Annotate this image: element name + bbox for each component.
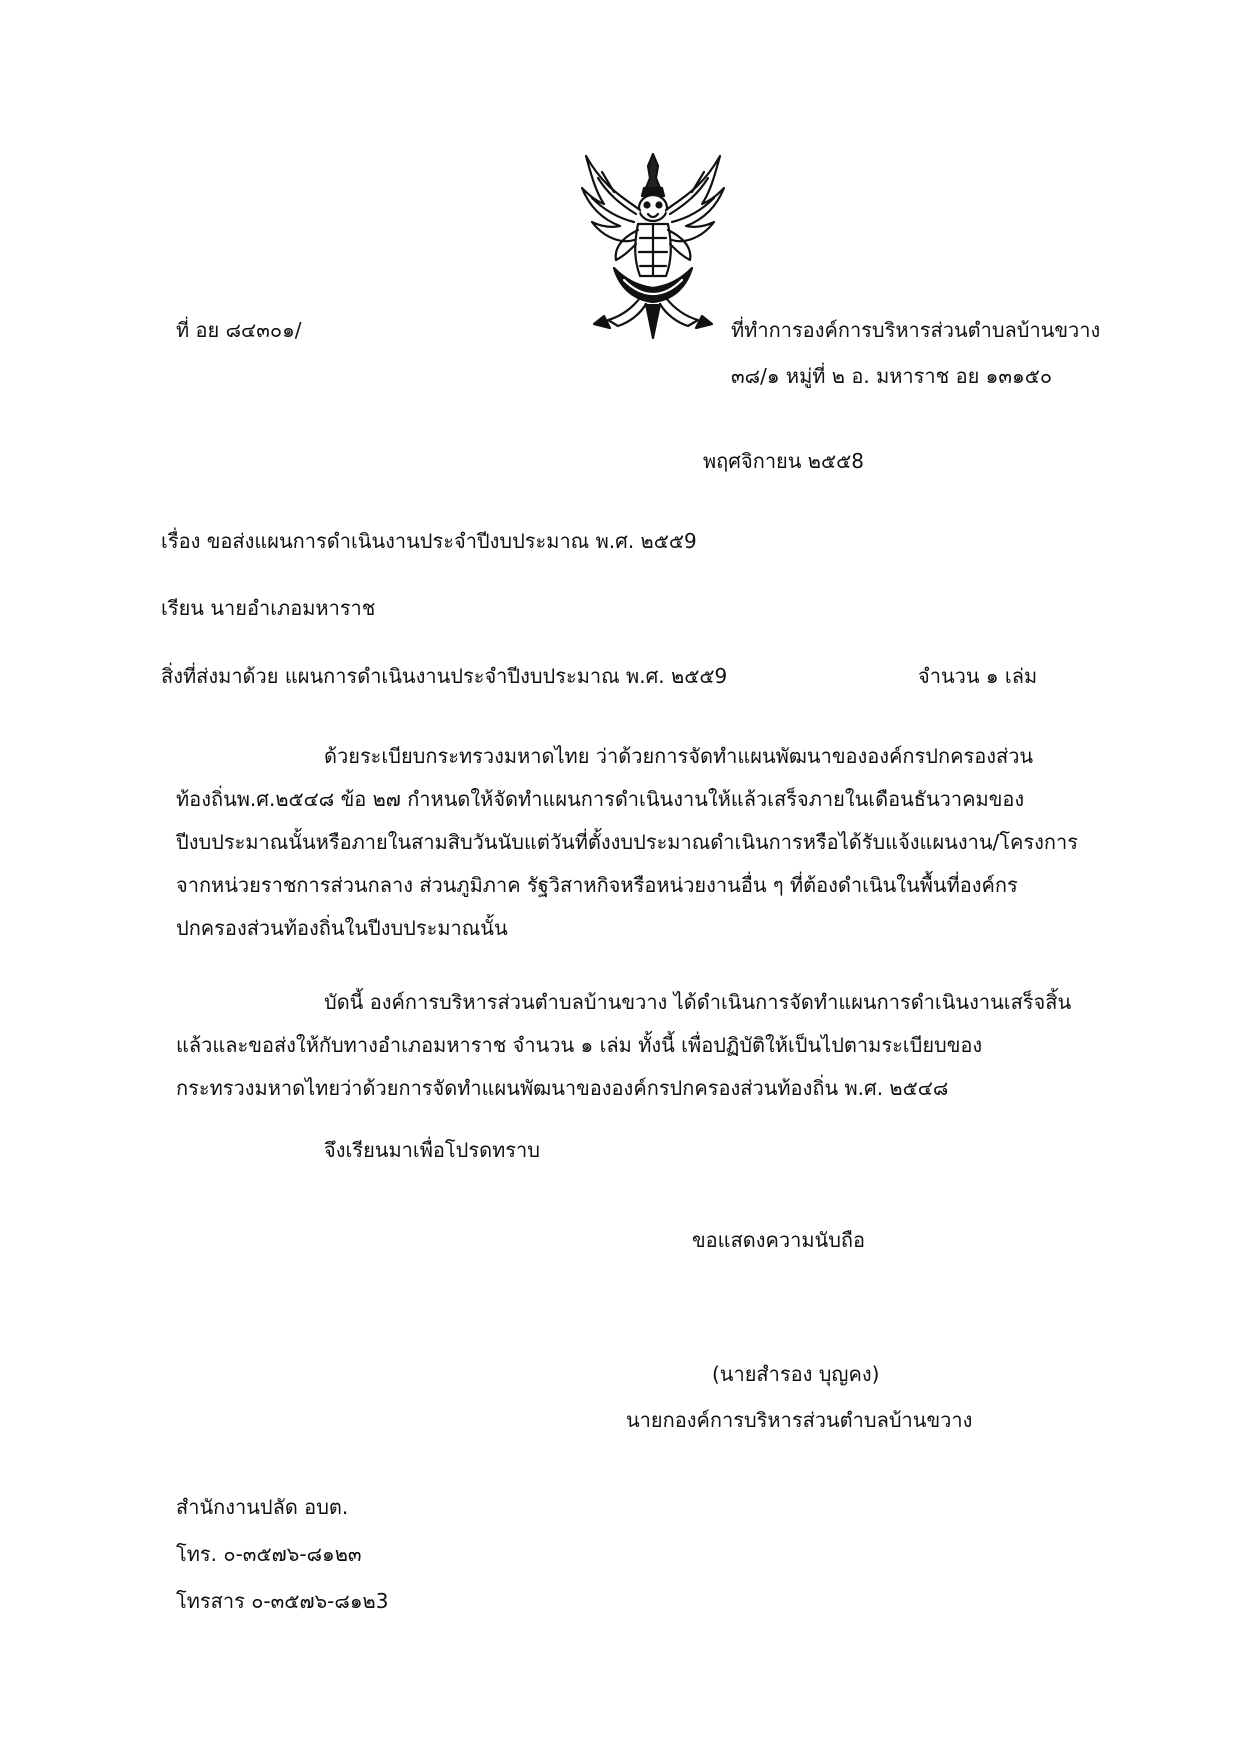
office-address: ๓๘/๑ หมู่ที่ ๒ อ. มหาราช อย ๑๓๑๕๐ (731, 364, 1053, 388)
paragraph-line: จากหน่วยราชการส่วนกลาง ส่วนภูมิภาค รัฐวิสาหกิจหรือหน่วยงานอื่น ๆ ที่ต้องดำเนินในพื้นที่องค์กร (176, 873, 1018, 897)
body-paragraph-1 (176, 735, 1124, 950)
office-name: ที่ทำการองค์การบริหารส่วนตำบลบ้านขวาง (731, 318, 1101, 342)
closing-phrase: ขอแสดงความนับถือ (692, 1228, 866, 1252)
signer-name: (นายสำรอง บุญคง) (712, 1362, 880, 1386)
garuda-emblem-icon (574, 148, 732, 340)
paragraph-line: แล้วและขอส่งให้กับทางอำเภอมหาราช จำนวน ๑ เล่ม ทั้งนี้ เพื่อปฏิบัติให้เป็นไปตามระเบียบของ (176, 1033, 983, 1057)
enclosure-quantity: จำนวน ๑ เล่ม (918, 664, 1038, 688)
subject-line: เรื่อง ขอส่งแผนการดำเนินงานประจำปีงบประมาณ พ.ศ. ๒๕๕9 (161, 529, 697, 553)
paragraph-line: ปีงบประมาณนั้นหรือภายในสามสิบวันนับแต่วันที่ตั้งงบประมาณดำเนินการหรือได้รับแจ้งแผนงาน/โครงการ (176, 830, 1078, 854)
reference-number: ที่ อย ๘๔๓๐๑/ (176, 318, 302, 342)
paragraph-line: ปกครองส่วนท้องถิ่นในปีงบประมาณนั้น (176, 916, 508, 940)
footer-office: สำนักงานปลัด อบต. (176, 1495, 349, 1519)
footer-fax: โทรสาร ๐-๓๕๗๖-๘๑๒3 (176, 1589, 389, 1613)
footer-telephone: โทร. ๐-๓๕๗๖-๘๑๒๓ (176, 1542, 362, 1566)
paragraph-line: กระทรวงมหาดไทยว่าด้วยการจัดทำแผนพัฒนาขององค์กรปกครองส่วนท้องถิ่น พ.ศ. ๒๕๔๘ (176, 1076, 949, 1100)
body-paragraph-2 (176, 981, 1124, 1110)
paragraph-line: ด้วยระเบียบกระทรวงมหาดไทย ว่าด้วยการจัดทำแผนพัฒนาขององค์กรปกครองส่วน (324, 744, 1034, 768)
addressee-line: เรียน นายอำเภอมหาราช (161, 596, 376, 620)
signer-position: นายกองค์การบริหารส่วนตำบลบ้านขวาง (626, 1408, 973, 1432)
enclosure-label: สิ่งที่ส่งมาด้วย แผนการดำเนินงานประจำปีงบประมาณ พ.ศ. ๒๕๕9 (161, 664, 728, 688)
body-paragraph-3: จึงเรียนมาเพื่อโปรดทราบ (324, 1138, 540, 1162)
paragraph-line: ท้องถิ่นพ.ศ.๒๕๔๘ ข้อ ๒๗ กำหนดให้จัดทำแผนการดำเนินงานให้แล้วเสร็จภายในเดือนธันวาคมของ (176, 787, 1025, 811)
letter-date: พฤศจิกายน ๒๕๕8 (703, 449, 864, 473)
paragraph-line: บัดนี้ องค์การบริหารส่วนตำบลบ้านขวาง ได้ดำเนินการจัดทำแผนการดำเนินงานเสร็จสิ้น (324, 990, 1072, 1014)
